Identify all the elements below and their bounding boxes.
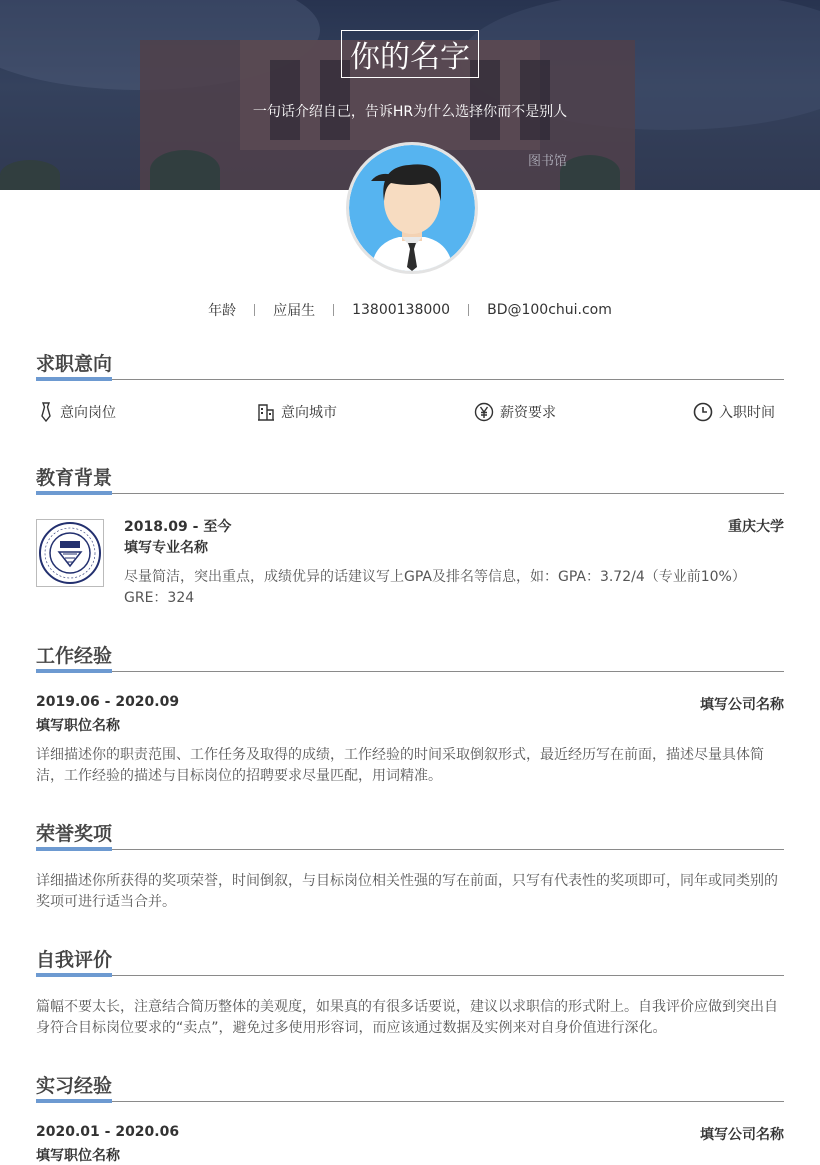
intent-city: 意向城市	[257, 402, 337, 422]
work-company: 填写公司名称	[700, 697, 784, 713]
intent-salary: 薪资要求	[474, 402, 556, 422]
work-position: 填写职位名称	[36, 718, 120, 734]
tagline: 一句话介绍自己，告诉HR为什么选择你而不是别人	[252, 104, 568, 120]
info-phone: 13800138000	[352, 302, 451, 318]
university-logo	[36, 519, 104, 587]
section-title-intern: 实习经验	[36, 1075, 784, 1102]
self-description: 篇幅不要太长，注意结合简历整体的美观度，如果真的有很多话要说，建议以求职信的形式附上。自我评价应做到突出自身符合目标岗位要求的“卖点”，避免过多使用形容词，而应该通过数据及实例来对自身价值进行深化。	[36, 999, 778, 1036]
divider	[468, 304, 469, 316]
section-title-work: 工作经验	[36, 645, 784, 672]
job-intent	[36, 402, 784, 428]
section-title-honors: 荣誉奖项	[36, 823, 784, 850]
tie-icon	[38, 402, 54, 422]
section-title-intent: 求职意向	[36, 353, 784, 380]
building-sign: 图书馆	[528, 154, 568, 169]
yen-icon	[474, 402, 494, 422]
intern-date: 2020.01 - 2020.06	[36, 1124, 180, 1140]
divider	[333, 304, 334, 316]
section-title-education: 教育背景	[36, 467, 784, 494]
edu-date: 2018.09 - 至今	[124, 519, 232, 535]
intent-position: 意向岗位	[38, 402, 116, 422]
work-date: 2019.06 - 2020.09	[36, 694, 180, 710]
honors-description: 详细描述你所获得的奖项荣誉，时间倒叙，与目标岗位相关性强的写在前面，只写有代表性的奖项即可，同年或同类别的奖项可进行适当合并。	[36, 873, 778, 910]
intent-start-date: 入职时间	[693, 402, 775, 422]
info-age: 年龄	[208, 303, 237, 319]
avatar	[346, 142, 478, 274]
info-email[interactable]: BD@100chui.com	[487, 302, 612, 318]
contact-info	[0, 300, 820, 320]
section-title-self: 自我评价	[36, 949, 784, 976]
intern-company: 填写公司名称	[700, 1127, 784, 1143]
edu-school: 重庆大学	[728, 519, 784, 535]
clock-icon	[693, 402, 713, 422]
work-description: 详细描述你的职责范围、工作任务及取得的成绩，工作经验的时间采取倒叙形式，最近经历写在前面，描述尽量具体简洁，工作经验的描述与目标岗位的招聘要求尽量匹配，用词精准。	[36, 747, 764, 784]
edu-description: 尽量简洁，突出重点，成绩优异的话建议写上GPA及排名等信息，如：GPA：3.72/4（专业前10%） GRE：324	[124, 569, 746, 606]
divider	[254, 304, 255, 316]
intern-position: 填写职位名称	[36, 1148, 120, 1164]
edu-major: 填写专业名称	[124, 540, 208, 556]
resume-name: 你的名字	[341, 30, 479, 78]
info-status: 应届生	[273, 303, 316, 319]
building-icon	[257, 403, 275, 421]
